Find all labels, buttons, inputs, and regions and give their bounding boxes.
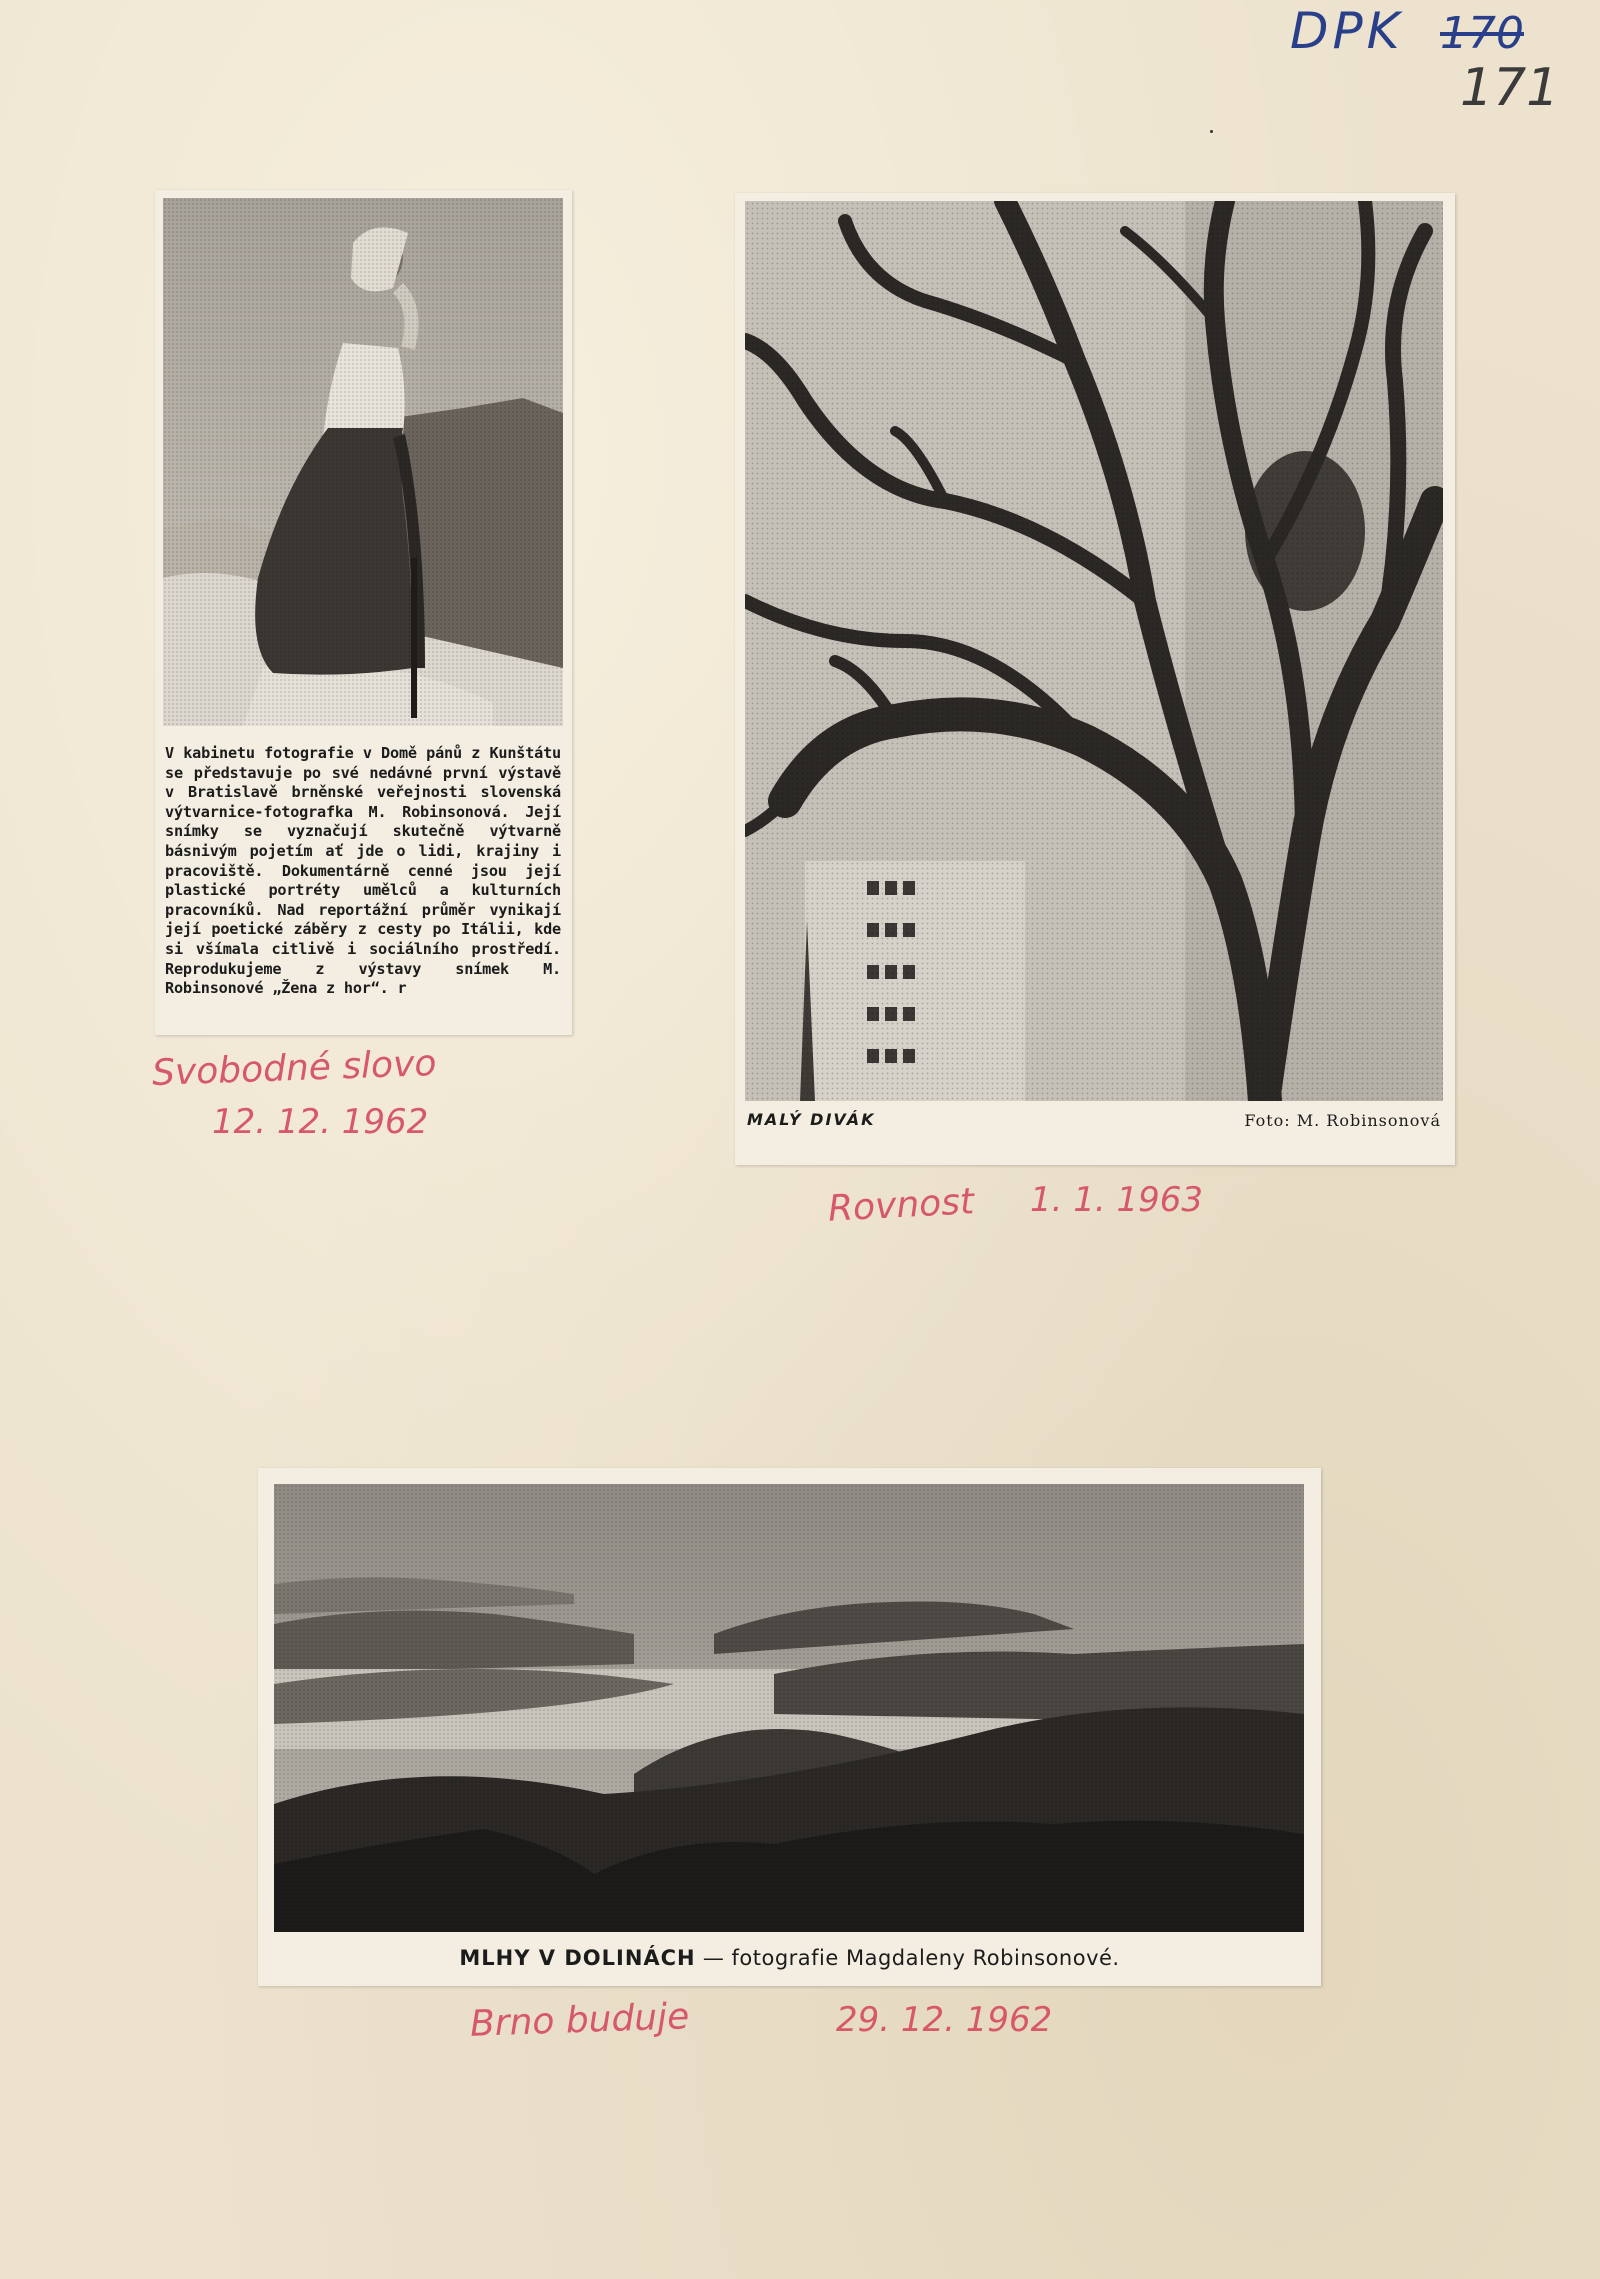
tree-photo-image xyxy=(745,201,1443,1101)
handnote-date-3: 29. 12. 1962 xyxy=(836,2000,1053,2040)
archive-new-number: 171 xyxy=(1460,58,1560,118)
photo-woman-from-mountains xyxy=(163,198,563,726)
clipping-3-caption xyxy=(258,1946,1321,1970)
clipping-2-title: MALÝ DIVÁK xyxy=(747,1110,876,1129)
speck xyxy=(1210,130,1213,133)
clipping-little-spectator xyxy=(735,193,1455,1165)
woman-photo-image xyxy=(163,198,563,726)
handnote-date-2: 1. 1. 1963 xyxy=(1030,1180,1204,1220)
clipping-2-photo-credit: Foto: M. Robinsonová xyxy=(1244,1111,1441,1130)
clipping-1-caption: V kabinetu fotografie v Domě pánů z Kunštátu se představuje po své nedávné první výstavě v Bratislavě brněnské veřejnosti slovenská výtvarnice-fotografka M. Robinsonová. Její snímky se vyznačují skutečně výtvarně básnivým pojetím ať jde o lidi, krajiny i pracoviště. Dokumentárně cenné jsou její plastické portréty umělců a kulturních pracovníků. Nad reportážní průměr vynikají její poetické záběry z cesty po Itálii, kde si všímala citlivě i sociálního prostředí. Reprodukujeme z výstavy snímek M. Robinsonové „Žena z hor“. r xyxy=(165,744,561,998)
handnote-source-2: Rovnost xyxy=(827,1181,976,1230)
clipping-3-title: MLHY V DOLINÁCH xyxy=(459,1946,696,1970)
clipping-3-caption-rest: — fotografie Magdaleny Robinsonové. xyxy=(695,1946,1120,1970)
clipping-woman-from-mountains xyxy=(155,190,572,1035)
clipping-fog-in-valleys xyxy=(258,1468,1321,1986)
photo-fog-in-valleys xyxy=(274,1484,1304,1932)
handnote-date-1: 12. 12. 1962 xyxy=(212,1102,429,1142)
handnote-source-3: Brno buduje xyxy=(469,1996,690,2045)
photo-little-spectator xyxy=(745,201,1443,1101)
valley-photo-image xyxy=(274,1484,1304,1932)
archive-old-number: 170 xyxy=(1440,8,1524,59)
handnote-source-1: Svobodné slovo xyxy=(151,1043,438,1094)
archive-code: DPK xyxy=(1290,2,1404,60)
